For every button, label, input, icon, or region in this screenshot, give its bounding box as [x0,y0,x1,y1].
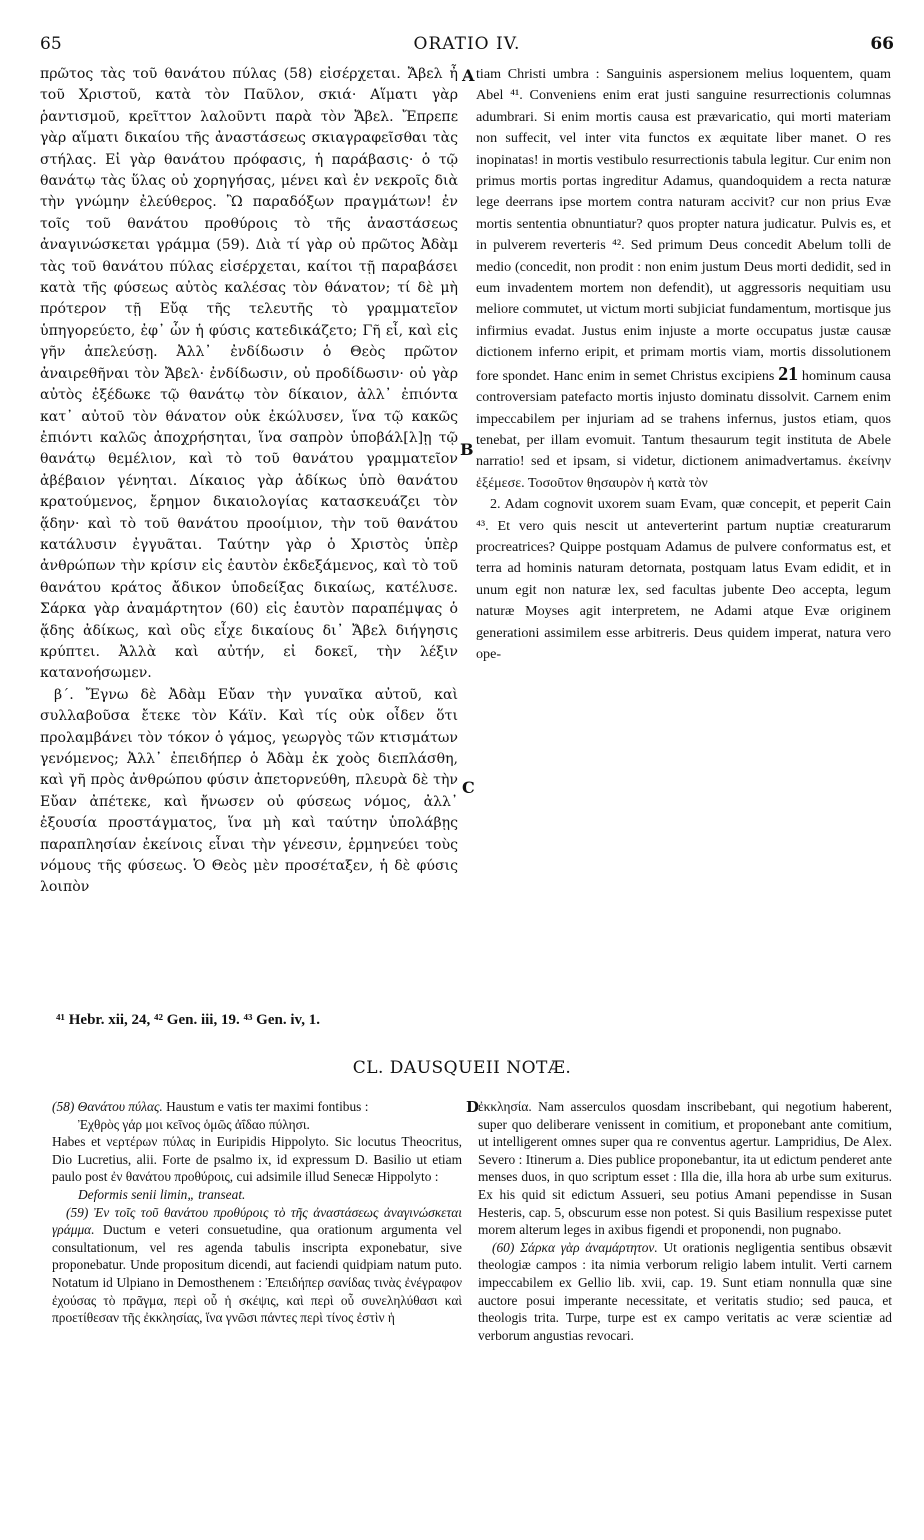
note-59-head: (59) Ἐν τοῖς τοῦ θανάτου προθύροις τὸ τῆς ἀναστάσεως ἀναγινώσκεται γράμμα. [52,1204,462,1238]
note-58-verse2-text: Deformis senii limin„ transeat. [78,1186,246,1202]
latin-paragraph-1 [476,64,891,494]
page-header [40,34,894,58]
notes-left-column [52,1098,462,1518]
margin-mark-d: D [466,1098,480,1116]
note-58-verse: Ἐχθρὸς γάρ μοι κεῖνος ὁμῶς ἀΐδαο πύλησι. [78,1116,310,1132]
note-58-head: (58) Θανάτου πύλας. [52,1099,163,1114]
margin-mark-a: A [462,66,475,85]
notes-title: CL. DAUSQUEII NOTÆ. [352,1058,572,1078]
running-title: ORATIO IV. [413,34,521,54]
latin-text-1b: hominum causa controversiam patefacto mortis injusto dominatu dissolvit. Carnem enim impeccabilem per injuriam ad se trahens infernus, justos etiam, quos tenebat, per illam evomuit. Tantum thesaurum tegit instituta de Abele narratio! sed et ipsam, si videtur, dictionem animadvertamus. [476,367,891,470]
greek-paragraph-2: β΄. Ἔγνω δὲ Ἀδὰμ Εὔαν τὴν γυναῖκα αὐτοῦ, καὶ συλλαβοῦσα ἔτεκε τὸν Κάϊν. Καὶ τίς οὐκ οἶδεν ὅτι προλαμβάνει τὸν τόκον ὁ γάμος, γεωργὸς τῶν κτισμάτων γενόμενος; Ἀλλ᾽ ἐπειδήπερ ὁ Ἀδὰμ ἐκ χοὸς διεπλάσθη, καὶ γῆ πρὸς ἀνθρώπου φύσιν ἀπετορνεύθη, πλευρὰ δὲ τὴν Εὔαν ἀπέτεκε, καὶ ἤνωσεν οὐ φύσεως νόμος, ἀλλ᾽ ἐξουσία προστάγματος, ἵνα μὴ καὶ ταύτην ὑπολάβῃς παραπλησίαν ἐκείνοις εἶναι τὴν γένεσιν, ἑρμηνεύει τοὺς νόμους τῆς φύσεως. Ὁ Θεὸς μὲν προσέταξεν, ἡ δὲ φύσις λοιπὸν [40,686,458,896]
note-58-text: Haustum e vatis ter maximi fontibus : [166,1099,369,1114]
margin-mark-c: C [462,778,475,797]
note-59 [52,1204,462,1327]
scripture-references: ⁴¹ Hebr. xii, 24, ⁴² Gen. iii, 19. ⁴³ Gen. iv, 1. [56,1012,320,1028]
note-60 [478,1239,892,1345]
latin-paragraph-2: 2. Adam cognovit uxorem suam Evam, quæ concepit, et peperit Cain ⁴³. Et vero quis nescit ut anteverterint partum nuptiæ creaturarum procreatrices? Quippe postquam Adamus de pulvere conformatus est, et terra ad hominis naturam detornata, postquam latus Evam edidit, et in unum egit non naturæ lex, sed facultas jubente Deo accepta, legum naturæ Moyses agit interpretem, ne Adami atque Evæ originem generationi assimilem esse arbitreris. Deus quidem imperat, natura vero ope- [476,496,891,662]
notes-right-column [478,1098,892,1518]
page-number-right: 66 [870,34,894,54]
note-60-head: (60) Σάρκα γὰρ ἀναμάρτητον. [492,1239,658,1255]
greek-column [40,64,458,994]
section-number: 21 [778,362,799,385]
note-59-continued: ἐκκλησία. Nam asserculos quosdam inscribebant, qui negotium haberent, super quo deliberare venissent in comitium, et proponebant ante comitium, ut intelligerent omnes super qua re conventus agertur. Lampridius, De Alex. Severo : Itinerum a. Dies publice proponebantur, ita ut edictum penderet ante menses duos, in quo scriptum esset : Illa die, illa hora ab urbe sum exiturus. Ex his quid sit edictum Assueri, seu potius Amani pependisse in Susan Hesteris, cap. 5, obscurum esse non potest. Si quis Basilium respexisse putet morem alterum leges in axibus figendi et proponendi, non pugnabo. [478,1099,892,1238]
greek-paragraph-1: πρῶτος τὰς τοῦ θανάτου πύλας (58) εἰσέρχεται. Ἄβελ ἦ τοῦ Χριστοῦ, κατὰ τὸν Παῦλον, σκιά· Αἵματι γὰρ ῥαντισμοῦ, κρεῖττον λαλοῦντι παρὰ τὸν Ἄβελ. Ἔπρεπε γὰρ αἵματι δικαίου τῆς ἀναστάσεως σκιαγραφεῖσθαι τὰς στήλας. Εἰ γὰρ θανάτου πρόφασις, ἡ παράβασις· ὁ τῷ θανάτῳ τὰς ὕλας οὐ χορηγήσας, μένει καὶ ἐν νεκροῖς διὰ τὴν γνώμην ἐλεύθερος. Ὢ παραδόξων πραγμάτων! ἐν τοῖς τοῦ θανάτου προθύροις τὸ τῆς ἀναστάσεως ἀναγινώσκεται γράμμα (59). Διὰ τί γὰρ οὐ πρῶτος Ἀδὰμ τὰς τοῦ θανάτου πύλας εἰσέρχεται, καίτοι τῇ παραβάσει κατὰ τῆς φύσεως αὐτὸς καλέσας τὸν θάνατον; τί δὲ μὴ πρότερον τῇ Εὔᾳ τῆς τελευτῆς τὸ γραμματεῖον ὑπηγορεύετο, ἐφ᾽ ὧν ἡ φύσις κατεδικάζετο; Γῆ εἶ, καὶ εἰς γῆν ἀπελεύσῃ. Ἀλλ᾽ ἐνδίδωσιν ὁ Θεὸς πρῶτον ἀναιρεθῆναι τὸν Ἄβελ· ἐνδίδωσιν, οὐ προδίδωσιν· οὐ γὰρ αὐτὸς ἐξέδωκε τῷ θανάτῳ τὸν δίκαιον, ἀλλ᾽ ἐπιόντα κατ᾽ αὐτοῦ τὸν θάνατον οὐκ ἐκώλυσεν, ἵνα τῷ κακῶς ἐπιόντι καλῶς ἀποχρήσηται, ἵνα σαπρὸν ὑποβάλ[λ]ῃ τῷ θανάτῳ θεμέλιον, καὶ τὸ τοῦ θανάτου γραμματεῖον ἀβέβαιον γένηται. Δίκαιος γὰρ ἀδίκως ὑπὸ θανάτου κρατούμενος, ἔρημον δικαιολογίας κατασκευάζει τὸν ᾅδην· καὶ τὸ τοῦ θανάτου προοίμιον, τὴν τοῦ θανάτου κατάλυσιν ἐγγυᾶται. Ταύτην γὰρ ὁ Χριστὸς ὑπὲρ ἀνθρώπων τὴν κρίσιν εἰς ἑαυτὸν ἐκδεξάμενος, καὶ τὸ τοῦ θανάτου κράτος ἄδικον ὑποδείξας δικαίως, κατέλυσε. Σάρκα γὰρ ἀναμάρτητον (60) εἰς ἑαυτὸν παραπέμψας ὁ ᾅδης ἀδίκως, καὶ οὓς εἶχε δικαίους δι᾽ Ἄβελ διήγησις κρύπτει. Ἀλλὰ καὶ αὐτήν, εἰ δοκεῖ, τὴν λέξιν κατανοήσωμεν. [40,66,458,682]
greek-overflow-line: ἐκείνην ἐξέμεσε. Τοσοῦτον θησαυρὸν ἡ κατὰ τὸν [476,453,891,491]
note-58-verse2 [52,1186,462,1204]
note-59-text: Ductum e veteri consuetudine, qua orationum argumenta vel consultationum, vel res agenda tabulis inscripta exponebatur, sive proponebatur. Unde propositum dicendi, aut faciendi quidpiam natum puto. Notatum id Ulpiano in Demosthenem : Ἐπειδήπερ σανίδας τινὰς ἐνέγραφον ἐχούσας τὸ πρᾶγμα, περὶ οὗ ἡ σκέψις, καὶ περὶ οὗ συνεληλύθασι καὶ προετίθεσαν τῆς ἐκκλησίας, ἵνα γνῶσι πάντες περὶ τίνος ἐστὶν ἡ [52,1222,462,1326]
note-60-text: Ut orationis negligentia sentibus obsævit theologiæ campos : ita nimia verborum religio labem intulit. Verti carnem impeccabilem ex Gellio lib. xvii, cap. 19. Sunt etiam nonnulla quæ sine auctore posui imperante necessitate, et veritatis studio; sed pauca, et theologis trita. Turpe, turpe est ex campo veritatis ac veræ scientiæ ad verborum angustias revocari. [478,1239,892,1343]
page-number-left: 65 [40,34,62,54]
latin-column [476,64,891,994]
note-58 [52,1098,462,1116]
margin-mark-b: B [460,440,474,459]
latin-text-1a: tiam Christi umbra : Sanguinis aspersionem melius loquentem, quam Abel ⁴¹. Conveniens enim erat justi sanguine resurrectionis columnas adumbrari. Si enim mortis causa est prævaricatio, qui morti materiam non suffecit, vel inter vita functos ex æquitate liber manet. O res inopinatas! in mortis vestibulo resurrectionis tabula legitur. Cur enim non primus mortis portas ingreditur Adamus, quandoquidem a recta naturæ lege deerrans ipse mortem contra naturam accivit? cur non prius Evæ mortis sententia obnuntiatur? quos propter natura judicatur. Pulvis es, et in pulverem reverteris ⁴². Sed primum Deus concedit Abelum tolli de medio (concedit, non prodit : non enim justum Deus morti dedidit, sed in eum invadentem mortem non defendit), ut aggressoris nequitiam usu meliore commutet, ut victum morti subjiciat fundamentum, mortisque jus infirmius evadat. Justus enim injuste a morte occupatus justæ causæ dictionem inferno eripit, et primam mortis viam, mortis dissolutionem fore spondet. Hanc enim in semet Christus excipiens [476,66,891,384]
note-58-text2: Habes et νερτέρων πύλας in Euripidis Hippolyto. Sic locutus Theocritus, Dio Lucretius, alii. Forte de psalmo ix, id expressum D. Basilio ut etiam paulo post ἐν θανάτου προθύροις, cui adsimile illud Senecæ Hippolyto : [52,1134,462,1185]
